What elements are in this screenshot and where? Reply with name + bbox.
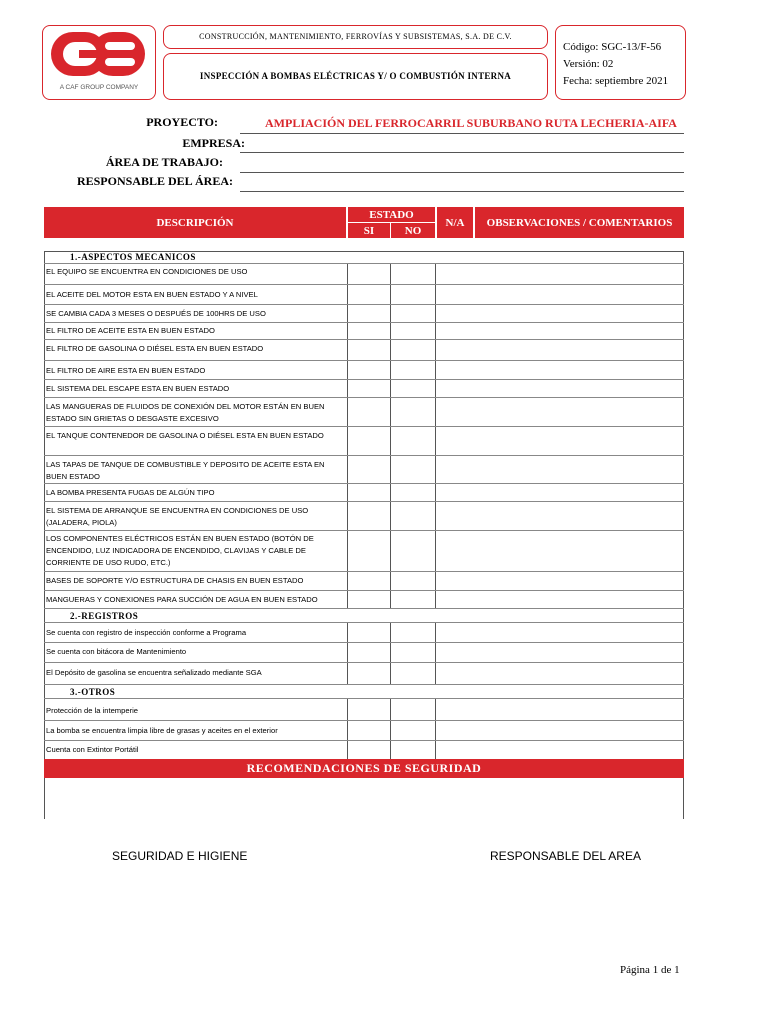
table-row [44, 427, 684, 456]
section-otros: 3.-OTROS [70, 687, 116, 697]
row-description: Cuenta con Extintor Portátil [46, 745, 139, 754]
table-row [44, 305, 684, 323]
document-title: INSPECCIÓN A BOMBAS ELÉCTRICAS Y/ O COMBUSTIÓN INTERNA [199, 71, 512, 81]
doc-version: Versión: 02 [563, 58, 614, 70]
table-row [44, 398, 684, 427]
row-description: EL SISTEMA DE ARRANQUE SE ENCUENTRA EN CONDICIONES DE USO (JALADERA, PIOLA) [46, 506, 309, 527]
table-row [44, 502, 684, 531]
header-si: SI [348, 223, 390, 238]
row-description: BASES DE SOPORTE Y/O ESTRUCTURA DE CHASIS EN BUEN ESTADO [46, 576, 304, 585]
row-description: EL EQUIPO SE ENCUENTRA EN CONDICIONES DE USO [46, 267, 248, 276]
row-description: EL FILTRO DE GASOLINA O DIÉSEL ESTA EN BUEN ESTADO [46, 344, 264, 353]
row-description: SE CAMBIA CADA 3 MESES O DESPUÉS DE 100HRS DE USO [46, 309, 266, 318]
row-description: MANGUERAS Y CONEXIONES PARA SUCCIÓN DE AGUA EN BUEN ESTADO [46, 595, 318, 604]
row-description: LAS TAPAS DE TANQUE DE COMBUSTIBLE Y DEPOSITO DE ACEITE ESTA EN BUEN ESTADO [46, 460, 325, 481]
responsable-line[interactable] [240, 191, 684, 192]
signature-responsable: RESPONSABLE DEL AREA [490, 849, 641, 863]
header-estado: ESTADO [348, 207, 435, 222]
row-description: Se cuenta con registro de inspección conforme a Programa [46, 628, 247, 637]
logo-box [42, 25, 156, 100]
proyecto-label: PROYECTO: [146, 115, 218, 129]
logo-subtitle: A CAF GROUP COMPANY [59, 84, 139, 91]
section-mecanicos: 1.-ASPECTOS MECANICOS [70, 252, 196, 262]
table-row [44, 721, 684, 741]
table-row [44, 572, 684, 591]
company-name-box [163, 25, 548, 49]
row-description: LAS MANGUERAS DE FLUIDOS DE CONEXIÓN DEL MOTOR ESTÁN EN BUEN ESTADO SIN GRIETAS O DESGASTE EXCESIVO [46, 402, 325, 423]
row-description: EL FILTRO DE AIRE ESTA EN BUEN ESTADO [46, 366, 206, 375]
document-code-box [555, 25, 686, 100]
section-registros: 2.-REGISTROS [70, 611, 139, 621]
company-logo [49, 30, 149, 80]
row-description: Protección de la intemperie [46, 706, 139, 715]
row-description: LOS COMPONENTES ELÉCTRICOS ESTÁN EN BUEN ESTADO (BOTÓN DE ENCENDIDO, LUZ INDICADORA DE ENCENDIDO, CLAVIJAS Y CABLE DE CORRIENTE DE USO RUDO, ETC.) [46, 534, 314, 567]
row-description: EL ACEITE DEL MOTOR ESTA EN BUEN ESTADO Y A NIVEL [46, 290, 258, 299]
row-description: Se cuenta con bitácora de Mantenimiento [46, 647, 187, 656]
row-description: EL FILTRO DE ACEITE ESTA EN BUEN ESTADO [46, 326, 215, 335]
row-description: EL TANQUE CONTENEDOR DE GASOLINA O DIÉSEL ESTA EN BUEN ESTADO [46, 431, 324, 440]
page-number: Página 1 de 1 [620, 964, 680, 976]
header-na: N/A [437, 207, 473, 238]
area-label: ÁREA DE TRABAJO: [105, 155, 223, 169]
company-name: CONSTRUCCIÓN, MANTENIMIENTO, FERROVÍAS Y SUBSISTEMAS, S.A. DE C.V. [199, 32, 512, 41]
table-row [44, 699, 684, 721]
code-block [563, 39, 668, 90]
header-no: NO [391, 223, 435, 238]
area-line[interactable] [240, 172, 684, 173]
table-row [44, 591, 684, 609]
row-description: LA BOMBA PRESENTA FUGAS DE ALGÚN TIPO [46, 488, 215, 497]
header-observaciones: OBSERVACIONES / COMENTARIOS [475, 207, 684, 238]
table-row [44, 361, 684, 380]
table-row [44, 643, 684, 663]
table-row [44, 264, 684, 285]
responsable-label: RESPONSABLE DEL ÁREA: [76, 174, 233, 188]
header-descripcion: DESCRIPCIÓN [44, 207, 346, 238]
table-row [44, 340, 684, 361]
table-row [44, 531, 684, 572]
table-row [44, 285, 684, 305]
table-row [44, 456, 684, 484]
table-row [44, 741, 684, 760]
recomendaciones-border-right [683, 778, 684, 819]
doc-date: Fecha: septiembre 2021 [563, 75, 669, 87]
table-row [44, 380, 684, 398]
empresa-label: EMPRESA: [182, 136, 245, 150]
row-description: EL SISTEMA DEL ESCAPE ESTA EN BUEN ESTADO [46, 384, 230, 393]
proyecto-value: AMPLIACIÓN DEL FERROCARRIL SUBURBANO RUTA LECHERIA-AIFA [265, 116, 677, 130]
table-row [44, 663, 684, 685]
doc-code: Código: SGC-13/F-56 [563, 41, 662, 53]
table-row [44, 484, 684, 502]
table-row [44, 323, 684, 340]
document-title-box [163, 53, 548, 100]
recomendaciones-border-left [44, 778, 45, 819]
table-row [44, 623, 684, 643]
proyecto-line [240, 133, 684, 134]
empresa-line[interactable] [240, 152, 684, 153]
row-description: El Depósito de gasolina se encuentra señalizado mediante SGA [46, 668, 262, 677]
row-description: La bomba se encuentra limpia libre de grasas y aceites en el exterior [46, 726, 278, 735]
signature-seguridad: SEGURIDAD E HIGIENE [112, 849, 248, 863]
recomendaciones-header: RECOMENDACIONES DE SEGURIDAD [44, 759, 684, 778]
